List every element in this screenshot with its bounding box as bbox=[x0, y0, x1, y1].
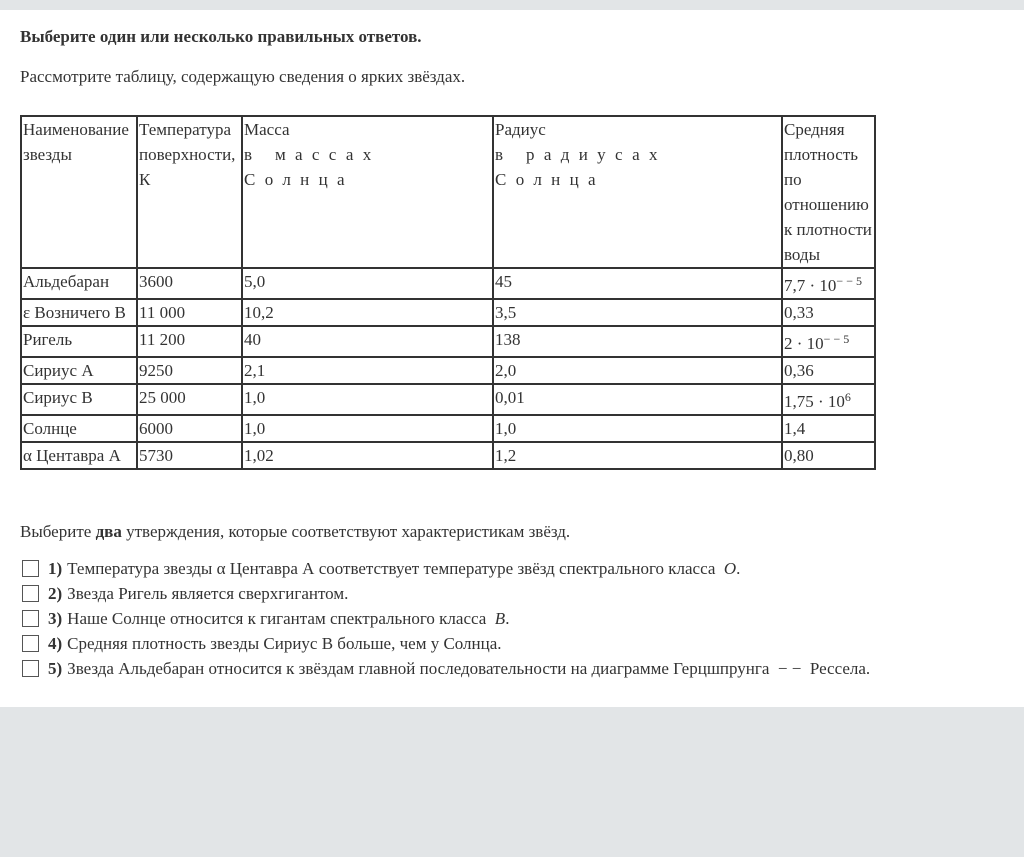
cell-name: Альдебаран bbox=[21, 268, 137, 299]
question-suffix: утверждения, которые соответствуют характеристикам звёзд. bbox=[121, 522, 571, 541]
density-value: 0,36 bbox=[784, 361, 814, 380]
option-tail: . bbox=[505, 608, 510, 628]
density-exponent: 6 bbox=[844, 390, 851, 404]
density-value: 7,7 · 10 bbox=[784, 276, 837, 295]
checkbox-5[interactable] bbox=[22, 660, 39, 677]
cell-mass: 10,2 bbox=[242, 299, 493, 326]
header-temp: Температура поверхности, К bbox=[137, 116, 242, 268]
cell-name: Сириус В bbox=[21, 384, 137, 415]
option-text: Звезда Альдебаран относится к звёздам главной последовательности на диаграмме Герцшпрунга − − Рессела. bbox=[67, 658, 871, 678]
cell-name: Ригель bbox=[21, 326, 137, 357]
option-number: 3) bbox=[48, 608, 63, 628]
cell-density bbox=[782, 299, 875, 326]
intro-text: Рассмотрите таблицу, содержащую сведения о ярких звёздах. bbox=[20, 67, 466, 86]
checkbox-2[interactable] bbox=[22, 585, 39, 602]
cell-name: Солнце bbox=[21, 415, 137, 442]
header-radius bbox=[493, 116, 782, 268]
stars-table bbox=[20, 115, 876, 470]
header-mass-unit: в массах Солнца bbox=[244, 145, 381, 189]
density-value: 0,33 bbox=[784, 303, 814, 322]
page-background bbox=[0, 707, 1024, 857]
cell-mass: 2,1 bbox=[242, 357, 493, 384]
cell-radius: 0,01 bbox=[493, 384, 782, 415]
checkbox-1[interactable] bbox=[22, 560, 39, 577]
cell-density bbox=[782, 415, 875, 442]
cell-radius: 1,2 bbox=[493, 442, 782, 469]
cell-radius: 2,0 bbox=[493, 357, 782, 384]
density-exponent: − − 5 bbox=[823, 332, 850, 346]
cell-name: Сириус А bbox=[21, 357, 137, 384]
table-row bbox=[21, 442, 875, 469]
cell-temp: 5730 bbox=[137, 442, 242, 469]
header-radius-unit: в радиусах Солнца bbox=[495, 145, 667, 189]
density-value: 2 · 10 bbox=[784, 334, 824, 353]
density-value: 1,75 · 10 bbox=[784, 392, 845, 411]
checkbox-3[interactable] bbox=[22, 610, 39, 627]
cell-radius: 138 bbox=[493, 326, 782, 357]
cell-temp: 3600 bbox=[137, 268, 242, 299]
cell-mass: 40 bbox=[242, 326, 493, 357]
option-number: 2) bbox=[48, 583, 63, 603]
option-text: Средняя плотность звезды Сириус В больше, чем у Солнца. bbox=[67, 633, 502, 653]
cell-temp: 25 000 bbox=[137, 384, 242, 415]
option-italic: O bbox=[723, 558, 737, 578]
table-row bbox=[21, 415, 875, 442]
header-mass-title: Масса bbox=[244, 120, 290, 139]
cell-mass: 1,02 bbox=[242, 442, 493, 469]
question-panel bbox=[0, 10, 1024, 707]
cell-name: α Центавра А bbox=[21, 442, 137, 469]
cell-temp: 9250 bbox=[137, 357, 242, 384]
option-italic: B bbox=[494, 608, 506, 628]
question-text bbox=[20, 522, 570, 542]
answer-option-2[interactable] bbox=[20, 581, 870, 606]
question-bold: два bbox=[95, 522, 122, 541]
table-row bbox=[21, 326, 875, 357]
option-text: Температура звезды α Центавра А соответствует температуре звёзд спектрального класса bbox=[67, 558, 724, 578]
answer-option-5[interactable] bbox=[20, 656, 870, 681]
option-text: Звезда Ригель является сверхгигантом. bbox=[67, 583, 349, 603]
answer-option-3[interactable] bbox=[20, 606, 870, 631]
density-value: 0,80 bbox=[784, 446, 814, 465]
table-row bbox=[21, 357, 875, 384]
cell-mass: 5,0 bbox=[242, 268, 493, 299]
cell-density bbox=[782, 442, 875, 469]
cell-radius: 1,0 bbox=[493, 415, 782, 442]
cell-temp: 11 200 bbox=[137, 326, 242, 357]
cell-temp: 11 000 bbox=[137, 299, 242, 326]
cell-name: ε Возничего В bbox=[21, 299, 137, 326]
table-header-row bbox=[21, 116, 875, 268]
checkbox-4[interactable] bbox=[22, 635, 39, 652]
cell-density bbox=[782, 384, 875, 415]
density-value: 1,4 bbox=[784, 419, 806, 438]
cell-mass: 1,0 bbox=[242, 415, 493, 442]
header-density: Средняя плотность по отношению к плотности воды bbox=[782, 116, 875, 268]
header-radius-title: Радиус bbox=[495, 120, 546, 139]
table-row bbox=[21, 268, 875, 299]
answer-option-4[interactable] bbox=[20, 631, 870, 656]
answer-option-1[interactable] bbox=[20, 556, 870, 581]
option-number: 4) bbox=[48, 633, 63, 653]
cell-radius: 45 bbox=[493, 268, 782, 299]
cell-mass: 1,0 bbox=[242, 384, 493, 415]
instruction-text: Выберите один или несколько правильных ответов. bbox=[20, 27, 422, 46]
option-number: 1) bbox=[48, 558, 63, 578]
option-number: 5) bbox=[48, 658, 63, 678]
option-text: Наше Солнце относится к гигантам спектрального класса bbox=[67, 608, 495, 628]
table-row bbox=[21, 299, 875, 326]
cell-temp: 6000 bbox=[137, 415, 242, 442]
cell-density bbox=[782, 357, 875, 384]
table-row bbox=[21, 384, 875, 415]
density-exponent: − − 5 bbox=[836, 274, 862, 288]
cell-density bbox=[782, 268, 875, 299]
cell-density bbox=[782, 326, 875, 357]
question-prefix: Выберите bbox=[20, 522, 96, 541]
cell-radius: 3,5 bbox=[493, 299, 782, 326]
option-tail: . bbox=[736, 558, 741, 578]
answer-options bbox=[20, 556, 870, 681]
header-mass bbox=[242, 116, 493, 268]
header-name: Наименование звезды bbox=[21, 116, 137, 268]
